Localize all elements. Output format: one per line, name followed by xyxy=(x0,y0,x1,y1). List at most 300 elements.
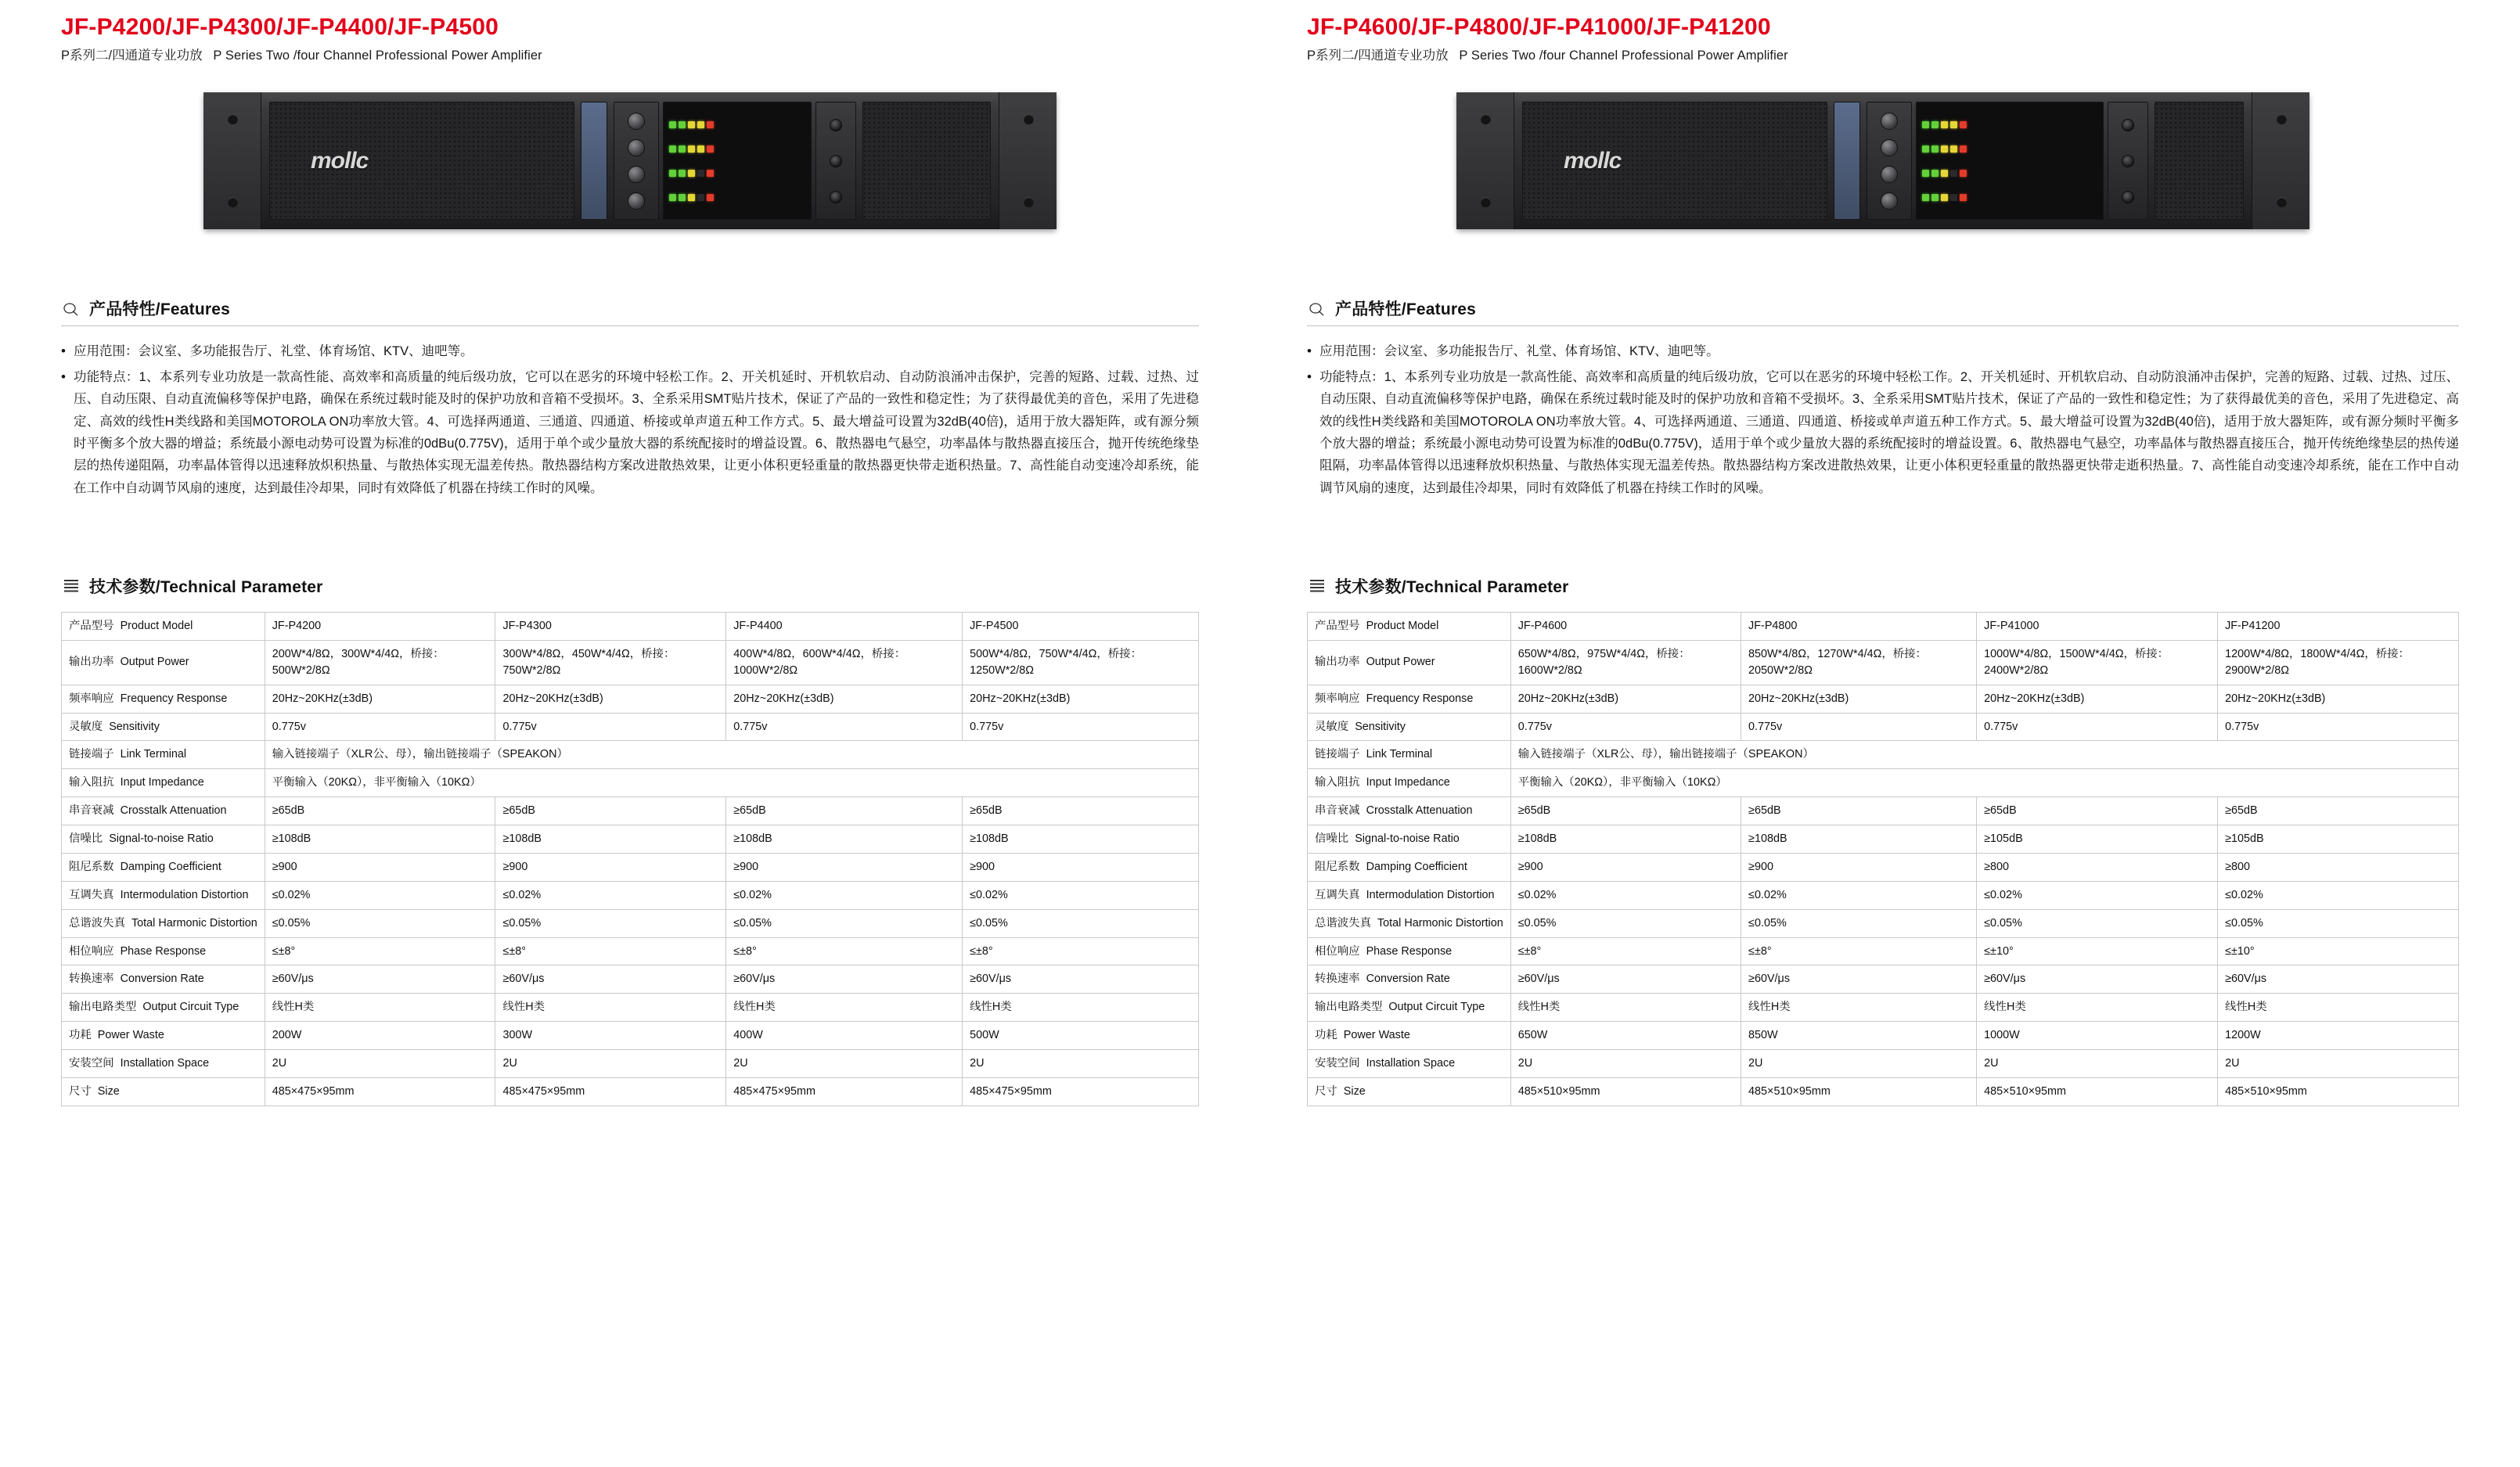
row-label-en: Sensitivity xyxy=(1355,720,1406,733)
row-label xyxy=(62,797,265,825)
feature-text: 功能特点：1、本系列专业功放是一款高性能、高效率和高质量的纯后级功放，它可以在恶劣的环境中轻松工作。2、开关机延时、开机软启动、自动防浪涌冲击保护，完善的短路、过载、过热、过压、自动压限、自动直流偏移等保护电路，确保在系统过载时能及时的保护功放和音箱不受损坏。3、全系采用SMT贴片技术，保证了产品的一致性和稳定性；为了获得最优美的音色，采用了先进稳定、高效的线性H类线路和美国MOTOROLA ON功率放大管。4、可选择两通道、三通道、四通道、桥接或单声道五种工作方式。5、最大增益可设置为32dB(40倍)，适用于放大器矩阵，或有源分频时平衡多个放大器的增益；系统最小源电动势可设置为标准的0dBu(0.775V)，适用于单个或少量放大器的系统配接时的增益设置。6、散热器电气悬空，功率晶体与散热器直接压合，抛开传统绝缘垫层的热传递阻隔，功率晶体管得以迅速释放炽积热量、与散热体实现无温差传热。散热器结构方案改进散热效果，让更小体积更轻重量的散热器更快带走逝积热量。7、高性能自动变速冷却系统，能在工作中自动调节风扇的速度，达到最佳冷却果，同时有效降低了机器在持续工作时的风噪。 xyxy=(74,369,1199,495)
row-label-cn: 功耗 xyxy=(1315,1029,1337,1042)
row-value: 850W xyxy=(1741,1022,1977,1050)
row-label xyxy=(1308,797,1511,825)
led-green-icon xyxy=(1922,146,1929,153)
power-switch-icon[interactable] xyxy=(2122,119,2134,131)
row-label xyxy=(1308,853,1511,881)
rack-screw-hole-icon xyxy=(228,114,238,124)
features-list-right xyxy=(1307,340,2459,499)
row-label-cn: 串音衰减 xyxy=(69,804,114,818)
row-label-en: Power Waste xyxy=(97,1029,164,1042)
row-label xyxy=(62,613,265,641)
table-row xyxy=(62,797,1199,825)
row-label-en: Intermodulation Distortion xyxy=(1366,888,1495,901)
led-meter-row xyxy=(669,120,805,129)
feature-text: 应用范围：会议室、多功能报告厅、礼堂、体育场馆、KTV、迪吧等。 xyxy=(1319,344,1719,359)
led-green-icon xyxy=(669,170,676,177)
page-subtitle xyxy=(61,48,1199,64)
row-value: 1000W xyxy=(1977,1022,2218,1050)
row-value: ≤0.05% xyxy=(726,909,963,937)
row-value: ≥900 xyxy=(495,853,726,881)
table-row xyxy=(1308,1077,2459,1106)
led-meter-row xyxy=(1922,169,2097,178)
amplifier-front-panel xyxy=(1456,92,2309,229)
rack-screw-hole-icon xyxy=(1024,114,1034,124)
row-value: 1200W*4/8Ω，1800W*4/4Ω，桥接：2900W*2/8Ω xyxy=(2218,640,2459,685)
row-label-en: Frequency Response xyxy=(120,692,228,705)
row-value: ≥900 xyxy=(1510,853,1741,881)
row-value: ≤±8° xyxy=(1510,937,1741,965)
row-label-en: Intermodulation Distortion xyxy=(120,888,249,901)
row-value: 0.775v xyxy=(1510,713,1741,741)
led-green-icon xyxy=(1922,121,1929,128)
gain-knob-icon[interactable] xyxy=(628,192,645,210)
row-value: ≥60V/μs xyxy=(963,965,1199,994)
spec-table-right xyxy=(1307,612,2459,1106)
row-label xyxy=(62,769,265,797)
row-value: ≥800 xyxy=(1977,853,2218,881)
rack-ear-right xyxy=(999,92,1057,229)
led-yellow-icon xyxy=(688,170,695,177)
row-value: 线性H类 xyxy=(963,994,1199,1022)
row-label-en: Size xyxy=(97,1084,120,1098)
amplifier-body xyxy=(261,92,999,229)
row-value: 20Hz~20KHz(±3dB) xyxy=(1741,685,1977,713)
list-lines-icon xyxy=(1307,576,1327,596)
gain-knob-icon[interactable] xyxy=(1881,139,1898,156)
row-label xyxy=(1308,769,1511,797)
row-label-cn: 链接端子 xyxy=(69,748,114,761)
row-label-cn: 输出功率 xyxy=(69,656,114,669)
gain-knob-icon[interactable] xyxy=(628,113,645,130)
row-label-cn: 总谐波失真 xyxy=(1315,916,1371,929)
row-value: ≤0.05% xyxy=(1741,909,1977,937)
table-row xyxy=(62,909,1199,937)
row-value: 线性H类 xyxy=(1741,994,1977,1022)
row-label-en: Phase Response xyxy=(1366,944,1453,958)
row-value: 485×475×95mm xyxy=(265,1077,495,1106)
row-value: 0.775v xyxy=(963,713,1199,741)
row-label-cn: 灵敏度 xyxy=(1315,720,1349,733)
params-section-header xyxy=(61,574,1199,598)
bullet-icon: • xyxy=(61,343,66,359)
spec-table-body-left xyxy=(62,613,1199,1106)
row-value: ≥60V/μs xyxy=(495,965,726,994)
led-red-icon xyxy=(707,194,714,201)
led-level-meters xyxy=(1916,102,2104,220)
row-label-en: Phase Response xyxy=(120,944,207,958)
led-red-icon xyxy=(707,146,714,153)
row-value: 485×475×95mm xyxy=(963,1077,1199,1106)
led-red-icon xyxy=(1960,170,1967,177)
row-label-en: Output Power xyxy=(120,656,189,669)
row-label-cn: 阻尼系数 xyxy=(69,860,114,873)
row-label-en: Product Model xyxy=(1366,620,1439,633)
row-label-en: Total Harmonic Distortion xyxy=(1377,916,1503,929)
row-value: ≥108dB xyxy=(963,825,1199,854)
row-value: ≤0.05% xyxy=(495,909,726,937)
rack-screw-hole-icon xyxy=(2277,114,2287,124)
row-value: ≤±8° xyxy=(963,937,1199,965)
led-green-icon xyxy=(679,170,686,177)
row-value: ≤0.02% xyxy=(1977,881,2218,909)
row-value-merged: 输入链接端子（XLR公、母），输出链接端子（SPEAKON） xyxy=(1510,741,2458,769)
subtitle-cn: P系列二/四通道专业功放 xyxy=(1307,49,1449,63)
gain-knob-icon[interactable] xyxy=(1881,166,1898,183)
led-yellow-icon xyxy=(688,146,695,153)
table-row xyxy=(1308,937,2459,965)
row-value: ≥65dB xyxy=(1977,797,2218,825)
row-label-en: Sensitivity xyxy=(109,720,160,733)
row-value: 200W*4/8Ω，300W*4/4Ω，桥接：500W*2/8Ω xyxy=(265,640,495,685)
row-value: ≥105dB xyxy=(1977,825,2218,854)
row-value: JF-P4800 xyxy=(1741,613,1977,641)
led-red-icon xyxy=(707,170,714,177)
led-green-icon xyxy=(1931,194,1939,201)
subtitle-cn: P系列二/四通道专业功放 xyxy=(61,49,203,63)
led-yellow-icon xyxy=(697,146,704,153)
row-value: JF-P4300 xyxy=(495,613,726,641)
row-label xyxy=(62,965,265,994)
row-value: 485×475×95mm xyxy=(495,1077,726,1106)
row-label-en: Signal-to-noise Ratio xyxy=(1355,832,1460,846)
table-row xyxy=(1308,769,2459,797)
gain-knob-icon[interactable] xyxy=(628,166,645,183)
row-value: ≤0.02% xyxy=(495,881,726,909)
row-label xyxy=(62,937,265,965)
led-yellow-icon xyxy=(1941,121,1948,128)
table-row xyxy=(1308,994,2459,1022)
row-label-cn: 尺寸 xyxy=(69,1084,92,1098)
rack-ear-right xyxy=(2252,92,2309,229)
led-yellow-icon xyxy=(1950,121,1957,128)
row-label xyxy=(62,909,265,937)
led-red-icon xyxy=(1960,146,1967,153)
row-value: ≥60V/μs xyxy=(1977,965,2218,994)
row-value: ≥60V/μs xyxy=(1510,965,1741,994)
table-row xyxy=(1308,741,2459,769)
row-value: 485×510×95mm xyxy=(1510,1077,1741,1106)
row-value: ≥108dB xyxy=(1741,825,1977,854)
row-value: 2U xyxy=(1510,1050,1741,1078)
features-title: 产品特性/Features xyxy=(89,300,230,319)
row-value: 485×510×95mm xyxy=(1741,1077,1977,1106)
row-label-en: Signal-to-noise Ratio xyxy=(109,832,214,846)
led-off-icon xyxy=(1950,194,1957,201)
subtitle-en: P Series Two /four Channel Professional Power Amplifier xyxy=(213,49,542,63)
row-value: ≤±10° xyxy=(1977,937,2218,965)
bullet-icon: • xyxy=(61,369,66,384)
row-value: JF-P4600 xyxy=(1510,613,1741,641)
table-row xyxy=(62,1077,1199,1106)
led-green-icon xyxy=(669,121,676,128)
row-value: 2U xyxy=(2218,1050,2459,1078)
row-value: ≥60V/μs xyxy=(2218,965,2459,994)
spec-table-left xyxy=(61,612,1199,1106)
row-label-cn: 相位响应 xyxy=(69,944,114,958)
subtitle-en: P Series Two /four Channel Professional Power Amplifier xyxy=(1459,49,1788,63)
table-row xyxy=(62,769,1199,797)
row-value: 500W*4/8Ω，750W*4/4Ω，桥接：1250W*2/8Ω xyxy=(963,640,1199,685)
table-row xyxy=(62,881,1199,909)
row-value: ≤±8° xyxy=(1741,937,1977,965)
row-label xyxy=(1308,613,1511,641)
led-yellow-icon xyxy=(1941,146,1948,153)
row-value: ≤0.05% xyxy=(2218,909,2459,937)
row-value: 0.775v xyxy=(265,713,495,741)
row-label xyxy=(1308,685,1511,713)
row-value: 0.775v xyxy=(495,713,726,741)
row-value: 400W xyxy=(726,1022,963,1050)
row-label xyxy=(62,640,265,685)
vent-grille-right xyxy=(2155,102,2244,220)
row-value: 485×510×95mm xyxy=(2218,1077,2459,1106)
indicator-lamp-icon xyxy=(830,155,842,167)
row-value: 1200W xyxy=(2218,1022,2459,1050)
row-value: 0.775v xyxy=(1741,713,1977,741)
row-value: 200W xyxy=(265,1022,495,1050)
led-yellow-icon xyxy=(1941,170,1948,177)
row-value: 20Hz~20KHz(±3dB) xyxy=(2218,685,2459,713)
row-value: ≥108dB xyxy=(726,825,963,854)
row-label-en: Conversion Rate xyxy=(1366,973,1450,986)
product-column-right xyxy=(1260,0,2520,1467)
table-row xyxy=(1308,909,2459,937)
feature-text: 应用范围：会议室、多功能报告厅、礼堂、体育场馆、KTV、迪吧等。 xyxy=(74,344,473,359)
row-value: ≥60V/μs xyxy=(1741,965,1977,994)
list-item xyxy=(1307,340,2459,362)
row-label-cn: 尺寸 xyxy=(1315,1084,1337,1098)
row-value: JF-P41000 xyxy=(1977,613,2218,641)
row-value: JF-P4200 xyxy=(265,613,495,641)
row-label xyxy=(1308,994,1511,1022)
row-value-merged: 平衡输入（20KΩ），非平衡输入（10KΩ） xyxy=(265,769,1198,797)
row-value: 2U xyxy=(726,1050,963,1078)
table-row xyxy=(62,937,1199,965)
row-value: 20Hz~20KHz(±3dB) xyxy=(963,685,1199,713)
row-label-cn: 安装空间 xyxy=(1315,1057,1360,1070)
row-value: ≤0.02% xyxy=(1510,881,1741,909)
led-green-icon xyxy=(1931,146,1939,153)
rack-ear-left xyxy=(203,92,261,229)
indicator-lamp-icon xyxy=(2122,191,2134,203)
row-value: ≥108dB xyxy=(265,825,495,854)
gain-knob-icon[interactable] xyxy=(628,139,645,156)
table-row xyxy=(1308,613,2459,641)
table-row xyxy=(62,741,1199,769)
led-off-icon xyxy=(697,194,704,201)
row-value: ≤0.02% xyxy=(265,881,495,909)
led-green-icon xyxy=(1931,170,1939,177)
amplifier-front-panel xyxy=(203,92,1057,229)
row-value: 485×510×95mm xyxy=(1977,1077,2218,1106)
row-value: ≤0.05% xyxy=(265,909,495,937)
row-value: ≤0.02% xyxy=(963,881,1199,909)
row-label-cn: 转换速率 xyxy=(1315,973,1360,986)
row-label-en: Crosstalk Attenuation xyxy=(1366,804,1473,818)
rack-screw-hole-icon xyxy=(2277,197,2287,207)
row-value: ≤±8° xyxy=(726,937,963,965)
rack-ear-left xyxy=(1456,92,1514,229)
row-value: 20Hz~20KHz(±3dB) xyxy=(1510,685,1741,713)
row-label-cn: 串音衰减 xyxy=(1315,804,1360,818)
page-title-right: JF-P4600/JF-P4800/JF-P41000/JF-P41200 xyxy=(1307,14,1771,40)
led-meter-row xyxy=(669,169,805,178)
row-label-en: Installation Space xyxy=(1366,1057,1456,1070)
row-label-cn: 转换速率 xyxy=(69,973,114,986)
led-yellow-icon xyxy=(1950,146,1957,153)
led-red-icon xyxy=(1960,194,1967,201)
row-label-en: Damping Coefficient xyxy=(120,860,221,873)
row-label-en: Output Power xyxy=(1366,656,1435,669)
led-meter-row xyxy=(1922,145,2097,153)
rack-screw-hole-icon xyxy=(1481,197,1491,207)
row-value: ≥65dB xyxy=(2218,797,2459,825)
row-label xyxy=(62,881,265,909)
table-row xyxy=(62,1022,1199,1050)
led-off-icon xyxy=(1950,170,1957,177)
row-value: ≥900 xyxy=(726,853,963,881)
row-value: 线性H类 xyxy=(495,994,726,1022)
row-label-cn: 输出电路类型 xyxy=(1315,1001,1383,1014)
row-value: ≤0.02% xyxy=(2218,881,2459,909)
bullet-icon: • xyxy=(1307,343,1312,359)
row-label xyxy=(1308,1077,1511,1106)
rack-screw-hole-icon xyxy=(1481,114,1491,124)
row-value: JF-P4500 xyxy=(963,613,1199,641)
features-list-left xyxy=(61,340,1199,499)
page-subtitle-right xyxy=(1307,48,2459,64)
rack-screw-hole-icon xyxy=(228,197,238,207)
row-label-en: Product Model xyxy=(120,620,193,633)
row-value: ≥65dB xyxy=(265,797,495,825)
row-value: ≥60V/μs xyxy=(265,965,495,994)
row-value: ≥65dB xyxy=(1510,797,1741,825)
led-green-icon xyxy=(669,194,676,201)
row-value: 线性H类 xyxy=(1510,994,1741,1022)
table-row xyxy=(62,994,1199,1022)
led-meter-row xyxy=(1922,120,2097,129)
table-row xyxy=(62,713,1199,741)
table-row xyxy=(1308,797,2459,825)
table-row xyxy=(62,825,1199,854)
row-label-en: Link Terminal xyxy=(120,748,187,761)
row-value: ≤0.02% xyxy=(726,881,963,909)
row-label xyxy=(1308,713,1511,741)
row-value: ≥65dB xyxy=(495,797,726,825)
row-label-en: Output Circuit Type xyxy=(142,1001,239,1014)
connector-column xyxy=(815,102,856,220)
row-label-en: Size xyxy=(1343,1084,1366,1098)
table-row xyxy=(1308,825,2459,854)
row-value: ≥108dB xyxy=(1510,825,1741,854)
row-value: 400W*4/8Ω，600W*4/4Ω，桥接：1000W*2/8Ω xyxy=(726,640,963,685)
list-item xyxy=(1307,366,2459,499)
row-value: ≤±8° xyxy=(495,937,726,965)
row-value: 1000W*4/8Ω，1500W*4/4Ω，桥接：2400W*2/8Ω xyxy=(1977,640,2218,685)
row-label-cn: 频率响应 xyxy=(69,692,114,705)
row-value: ≤±8° xyxy=(265,937,495,965)
vent-grille-right xyxy=(862,102,991,220)
row-value: 20Hz~20KHz(±3dB) xyxy=(265,685,495,713)
params-title: 技术参数/Technical Parameter xyxy=(1335,578,1569,597)
row-label-en: Output Circuit Type xyxy=(1388,1001,1485,1014)
row-value: ≥108dB xyxy=(495,825,726,854)
row-label-en: Link Terminal xyxy=(1366,748,1433,761)
row-value-merged: 输入链接端子（XLR公、母），输出链接端子（SPEAKON） xyxy=(265,741,1198,769)
gain-knob-column xyxy=(1867,102,1912,220)
row-label xyxy=(62,994,265,1022)
led-red-icon xyxy=(1960,121,1967,128)
row-label-en: Total Harmonic Distortion xyxy=(131,916,257,929)
row-value: ≥800 xyxy=(2218,853,2459,881)
row-value: ≤0.05% xyxy=(1510,909,1741,937)
row-label xyxy=(62,1077,265,1106)
row-label xyxy=(1308,937,1511,965)
row-value: ≤0.05% xyxy=(1977,909,2218,937)
row-label xyxy=(62,713,265,741)
row-value: 0.775v xyxy=(2218,713,2459,741)
vent-grille-left xyxy=(269,102,574,220)
row-value: 线性H类 xyxy=(1977,994,2218,1022)
row-label-cn: 链接端子 xyxy=(1315,748,1360,761)
row-label-en: Damping Coefficient xyxy=(1366,860,1467,873)
row-value: 2U xyxy=(1977,1050,2218,1078)
product-photo-left xyxy=(61,92,1199,229)
led-yellow-icon xyxy=(688,194,695,201)
row-value: JF-P41200 xyxy=(2218,613,2459,641)
led-meter-row xyxy=(669,193,805,202)
rack-screw-hole-icon xyxy=(1024,197,1034,207)
row-value: 0.775v xyxy=(726,713,963,741)
table-row xyxy=(1308,713,2459,741)
row-label-cn: 相位响应 xyxy=(1315,944,1360,958)
row-value: ≥65dB xyxy=(1741,797,1977,825)
power-switch-icon[interactable] xyxy=(830,119,842,131)
spec-table-body-right xyxy=(1308,613,2459,1106)
row-label-cn: 互调失真 xyxy=(69,888,114,901)
gain-knob-icon[interactable] xyxy=(1881,192,1898,210)
row-value: 2U xyxy=(495,1050,726,1078)
table-row xyxy=(62,640,1199,685)
gain-knob-icon[interactable] xyxy=(1881,113,1898,130)
row-label-en: Crosstalk Attenuation xyxy=(120,804,227,818)
table-row xyxy=(62,613,1199,641)
row-value: 线性H类 xyxy=(726,994,963,1022)
table-row xyxy=(1308,1050,2459,1078)
row-label xyxy=(1308,1022,1511,1050)
table-row xyxy=(1308,1022,2459,1050)
row-value: 300W*4/8Ω，450W*4/4Ω，桥接：750W*2/8Ω xyxy=(495,640,726,685)
row-label-en: Power Waste xyxy=(1343,1029,1410,1042)
bullet-icon: • xyxy=(1307,369,1312,384)
table-row xyxy=(62,685,1199,713)
row-label xyxy=(1308,965,1511,994)
row-label xyxy=(62,1022,265,1050)
list-lines-icon xyxy=(61,576,81,596)
led-yellow-icon xyxy=(697,121,704,128)
table-row xyxy=(1308,965,2459,994)
features-title: 产品特性/Features xyxy=(1335,300,1476,319)
features-section-header-right xyxy=(1307,297,2459,326)
row-label xyxy=(1308,881,1511,909)
row-label-cn: 产品型号 xyxy=(69,620,114,633)
led-yellow-icon xyxy=(688,121,695,128)
led-meter-row xyxy=(1922,193,2097,202)
led-green-icon xyxy=(1931,121,1939,128)
led-green-icon xyxy=(669,146,676,153)
